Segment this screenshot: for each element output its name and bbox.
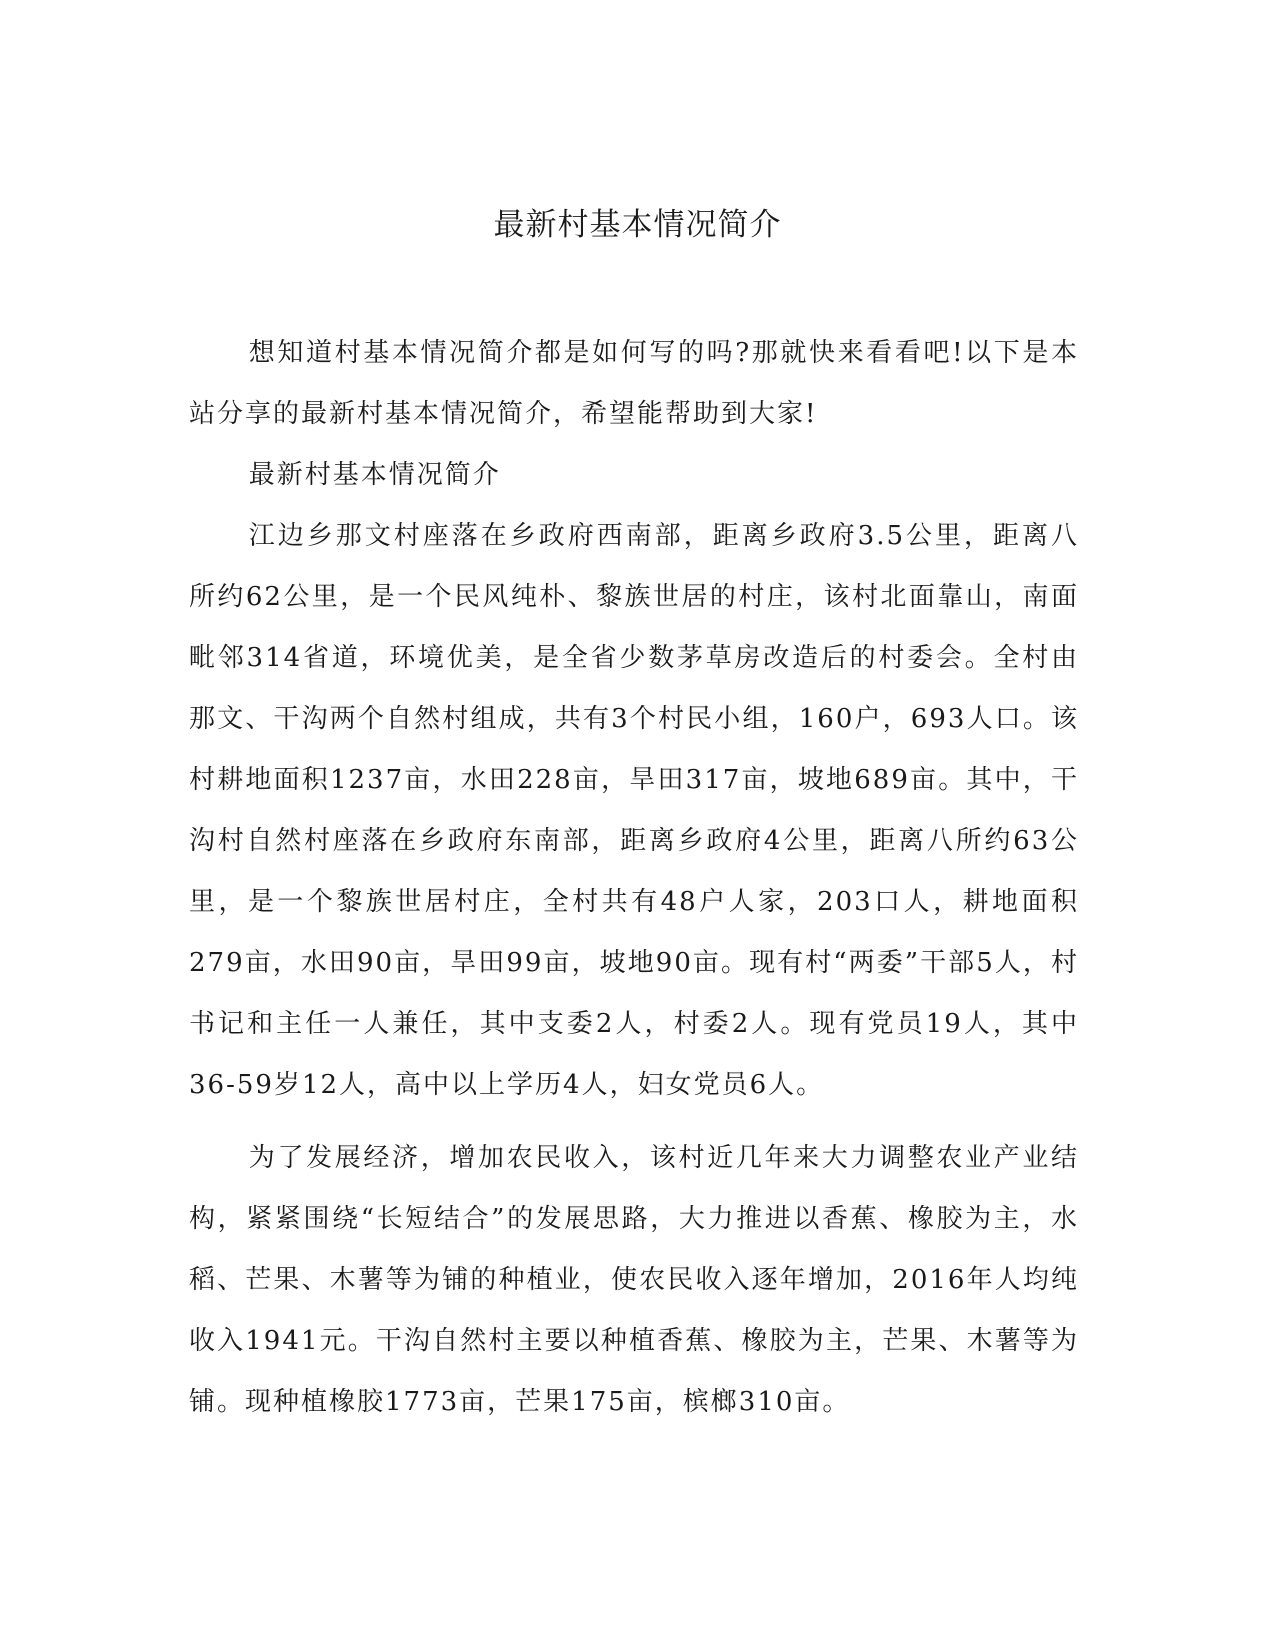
economy-paragraph: 为了发展经济，增加农民收入，该村近几年来大力调整农业产业结构，紧紧围绕“长短结合”的发展思路，大力推进以香蕉、橡胶为主，水稻、芒果、木薯等为铺的种植业，使农民收入逐年增加，2016年人均纯收入1941元。干沟自然村主要以种植香蕉、橡胶为主，芒果、木薯等为铺。现种植橡胶1773亩，芒果175亩，槟榔310亩。 xyxy=(189,1143,1079,1417)
section-heading: 最新村基本情况简介 xyxy=(248,460,501,490)
document-body xyxy=(189,323,1079,1433)
village-overview-paragraph: 江边乡那文村座落在乡政府西南部，距离乡政府3.5公里，距离八所约62公里，是一个民风纯朴、黎族世居的村庄，该村北面靠山，南面毗邻314省道，环境优美，是全省少数茅草房改造后的村委会。全村由那文、干沟两个自然村组成，共有3个村民小组，160户，693人口。该村耕地面积1237亩，水田228亩，旱田317亩，坡地689亩。其中，干沟村自然村座落在乡政府东南部，距离乡政府4公里，距离八所约63公里，是一个黎族世居村庄，全村共有48户人家，203口人，耕地面积279亩，水田90亩，旱田99亩，坡地90亩。现有村“两委”干部5人，村书记和主任一人兼任，其中支委2人，村委2人。现有党员19人，其中36-59岁12人，高中以上学历4人，妇女党员6人。 xyxy=(189,521,1079,1100)
document-title: 最新村基本情况简介 xyxy=(493,207,782,243)
intro-paragraph: 想知道村基本情况简介都是如何写的吗?那就快来看看吧!以下是本站分享的最新村基本情况简介，希望能帮助到大家! xyxy=(189,338,1079,429)
